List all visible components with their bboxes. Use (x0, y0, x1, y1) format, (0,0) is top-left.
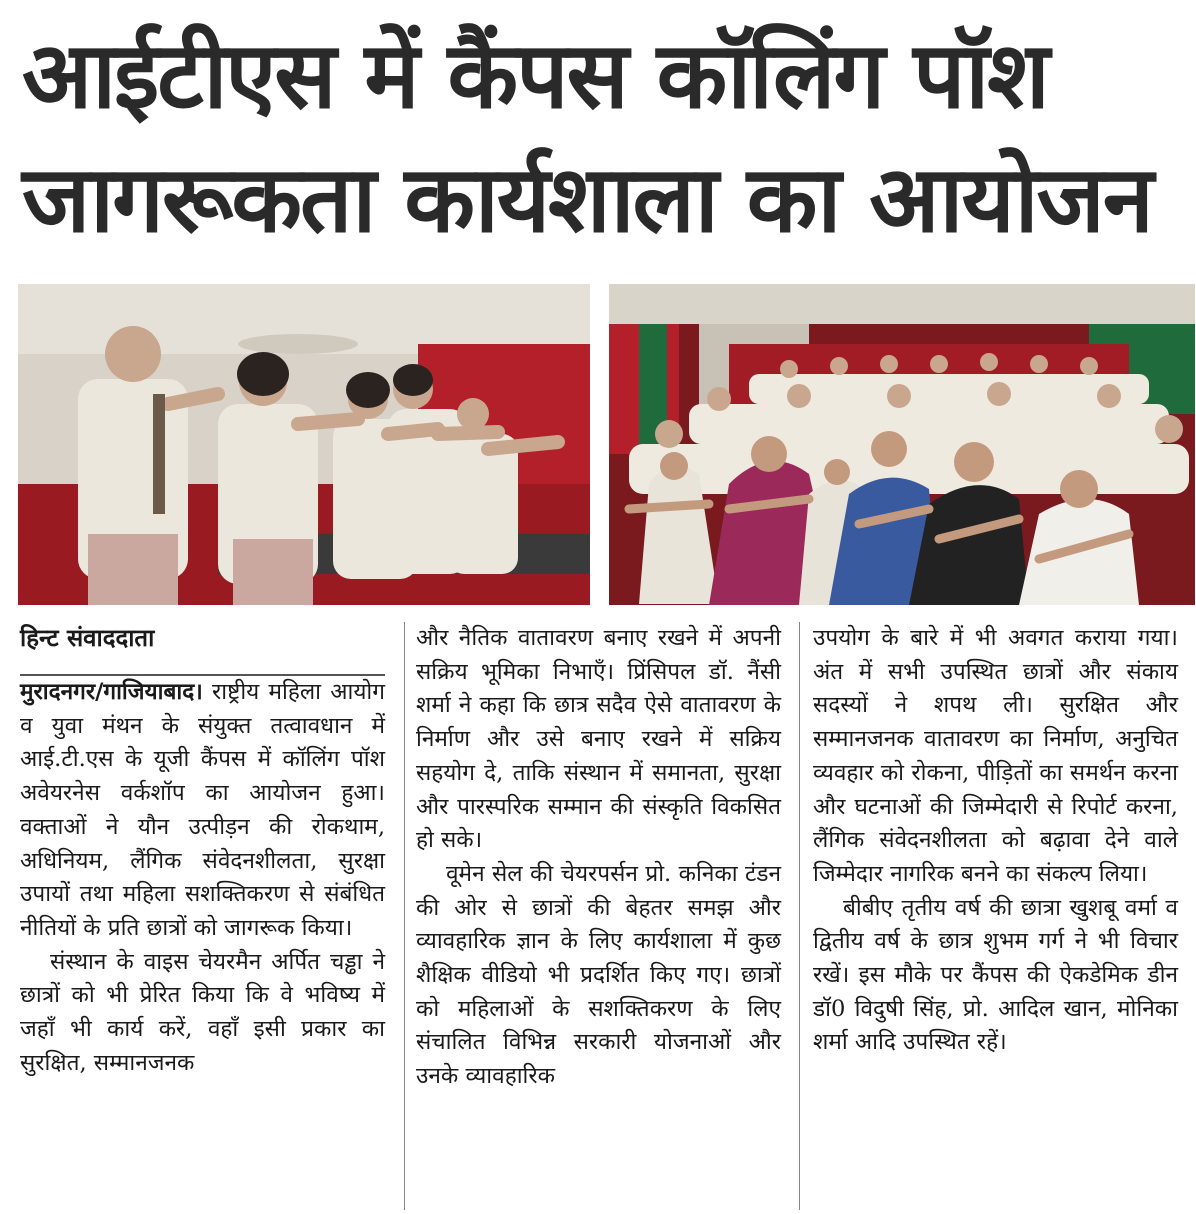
article-column-1 (20, 620, 385, 1080)
article-column-2 (416, 622, 781, 1094)
article-paragraph-2: संस्थान के वाइस चेयरमैन अर्पित चड्ढा ने छात्रों को भी प्रेरित किया कि वे भविष्य में जहाँ भी कार्य करें, वहाँ इसी प्रकार का सुरक्षित, सम्मानजनक (20, 948, 385, 1076)
article-paragraph-1: राष्ट्रीय महिला आयोग व युवा मंथन के संयुक्त तत्वावधान में आई.टी.एस के यूजी कैंपस में कॉलिंग पॉश अवेयरनेस वर्कशॉप का आयोजन हुआ। वक्ताओं ने यौन उत्पीड़न की रोकथाम, अधिनियम, लैंगिक संवेदनशीलता, सुरक्षा उपायों तथा महिला सशक्तिकरण से संबंधित नीतियों के प्रति छात्रों को जागरूक किया। (20, 679, 385, 941)
article-paragraph-3: और नैतिक वातावरण बनाए रखने में अपनी सक्रिय भूमिका निभाएँ। प्रिंसिपल डॉ. नैंसी शर्मा ने कहा कि छात्र सदैव ऐसे वातावरण के निर्माण और उसे बनाए रखने में सक्रिय सहयोग दे, ताकि संस्थान में समानता, सुरक्षा और पारस्परिक सम्मान की संस्कृति विकसित हो सके। (416, 625, 781, 854)
photo-students-pledge (609, 284, 1195, 605)
article-paragraph (20, 676, 385, 946)
byline: हिन्ट संवाददाता (20, 620, 385, 676)
headline-line-1: आईटीएस में कैंपस कॉलिंग पॉश (22, 22, 1048, 129)
article-column-3 (813, 622, 1178, 1060)
dateline: मुरादनगर/गाजियाबाद। (20, 679, 203, 705)
photo-faculty-pledge (18, 284, 590, 605)
column-rule (799, 622, 800, 1210)
column-rule (404, 622, 405, 1210)
headline (22, 14, 1182, 262)
article-paragraph-4: वूमेन सेल की चेयरपर्सन प्रो. कनिका टंडन की ओर से छात्रों की बेहतर समझ और व्यावहारिक ज्ञान के लिए कार्यशाला में कुछ शैक्षिक वीडियो भी प्रदर्शित किए गए। छात्रों को महिलाओं के सशक्तिकरण के लिए संचालित विभिन्न सरकारी योजनाओं और उनके व्यावहारिक (416, 860, 781, 1090)
headline-line-2: जागरूकता कार्यशाला का आयोजन (22, 146, 1152, 253)
article-paragraph-6: बीबीए तृतीय वर्ष की छात्रा खुशबू वर्मा व द्वितीय वर्ष के छात्र शुभम गर्ग ने भी विचार रखें। इस मौके पर कैंपस की ऐकडेमिक डीन डॉ0 विदुषी सिंह, प्रो. आदिल खान, मोनिका शर्मा आदि उपस्थित रहें। (813, 894, 1178, 1056)
article-paragraph-5: उपयोग के बारे में भी अवगत कराया गया। अंत में सभी उपस्थित छात्रों और संकाय सदस्यों ने शपथ ली। सुरक्षित और सम्मानजनक वातावरण का निर्माण, अनुचित व्यवहार को रोकना, पीड़ितों का समर्थन करना और घटनाओं की जिम्मेदारी से रिपोर्ट करना, लैंगिक संवेदनशीलता को बढ़ावा देने वाले जिम्मेदार नागरिक बनने का संकल्प लिया। (813, 625, 1178, 887)
